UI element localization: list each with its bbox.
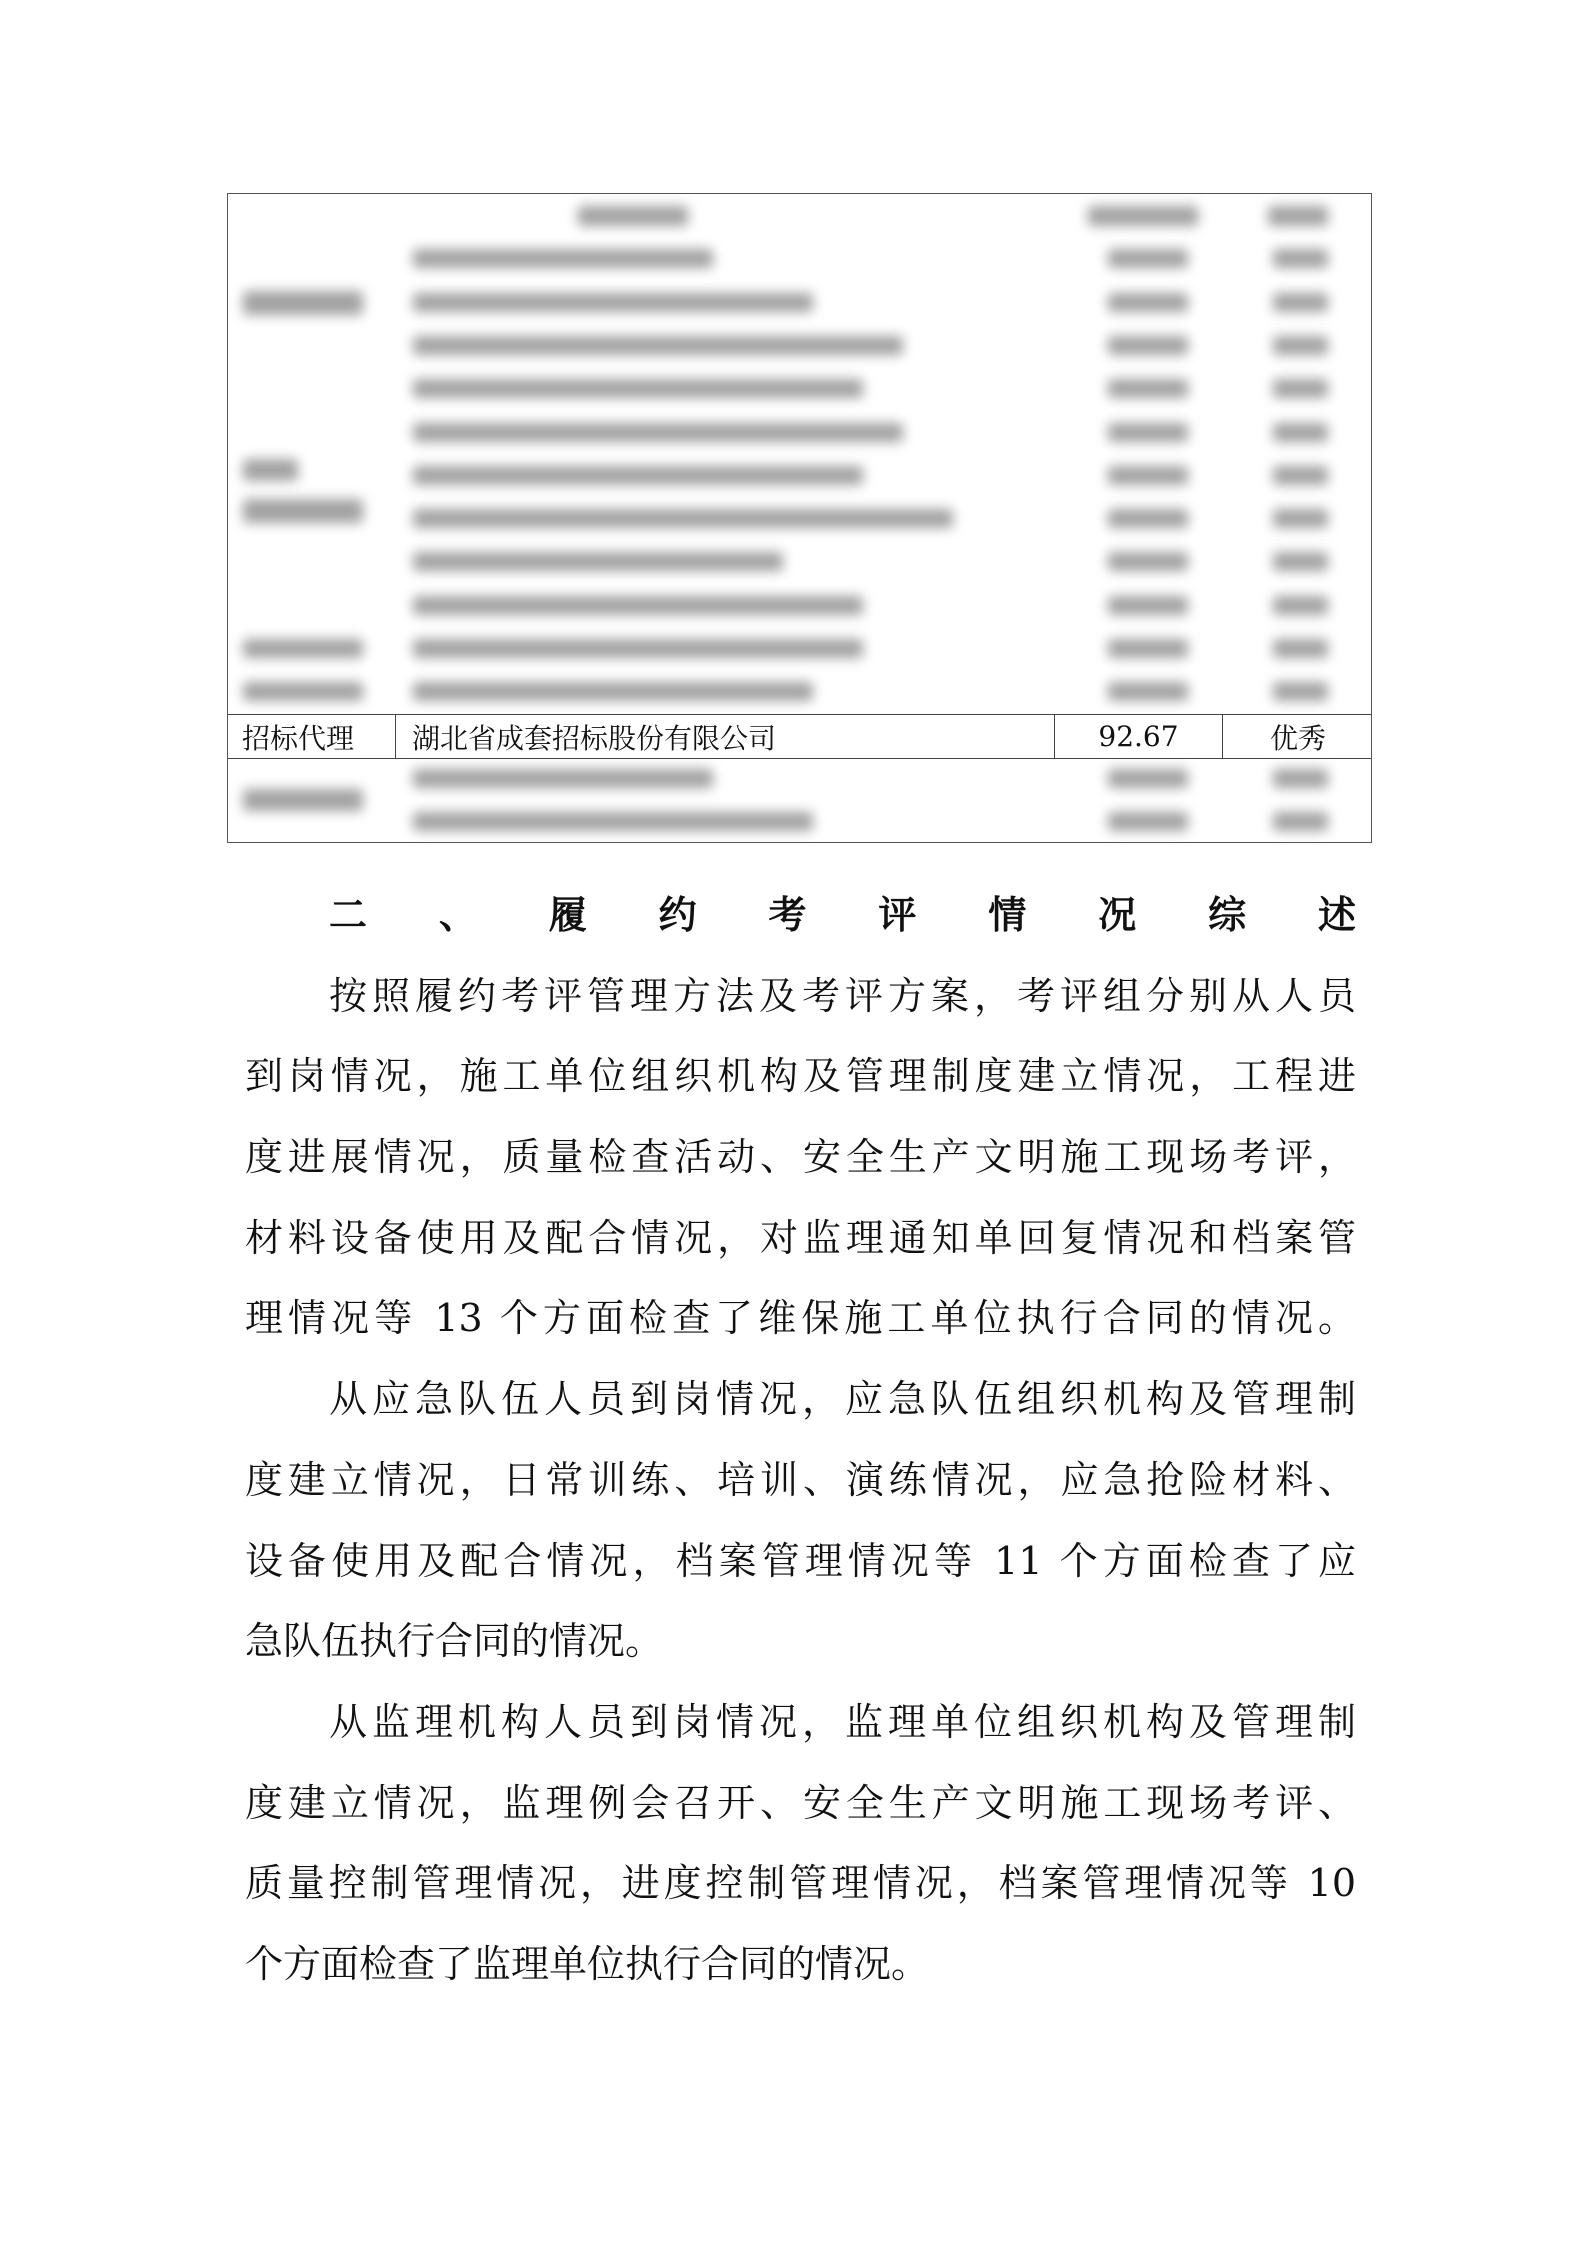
redacted-score <box>1108 596 1188 615</box>
redacted-grade <box>1273 336 1328 355</box>
redacted-company <box>413 423 903 442</box>
text-line: 质量控制管理情况，进度控制管理情况，档案管理情况等 10 <box>245 1861 1356 1906</box>
redacted-grade <box>1273 769 1328 788</box>
redacted-grade <box>1273 552 1328 571</box>
redacted-grade <box>1273 293 1328 312</box>
text-line: 从监理机构人员到岗情况，监理单位组织机构及管理制 <box>329 1699 1356 1744</box>
redacted-score <box>1108 509 1188 528</box>
text-line: 到岗情况，施工单位组织机构及管理制度建立情况，工程进 <box>245 1054 1356 1099</box>
redacted-grade <box>1273 639 1328 658</box>
redacted-grade <box>1273 509 1328 528</box>
redacted-category <box>243 291 363 315</box>
redacted-category <box>243 789 363 811</box>
redacted-company <box>413 682 813 701</box>
redacted-score <box>1108 682 1188 701</box>
text-line: 急队伍执行合同的情况。 <box>245 1619 664 1664</box>
grade-cell: 优秀 <box>1222 715 1373 758</box>
text-line: 从应急队伍人员到岗情况，应急队伍组织机构及管理制 <box>329 1377 1356 1422</box>
redacted-company <box>413 769 713 788</box>
redacted-company <box>413 379 863 398</box>
redacted-company <box>413 336 903 355</box>
redacted-grade <box>1273 466 1328 485</box>
redacted-company <box>413 509 953 528</box>
redacted-grade <box>1273 596 1328 615</box>
section-body <box>245 875 1356 2005</box>
redacted-header <box>1088 206 1198 226</box>
text-line: 度建立情况，监理例会召开、安全生产文明施工现场考评、 <box>245 1780 1356 1825</box>
redacted-score <box>1108 249 1188 268</box>
redacted-score <box>1108 293 1188 312</box>
paragraph <box>245 1682 1356 2005</box>
paragraph <box>245 1359 1356 1682</box>
redacted-category <box>243 682 363 701</box>
redacted-company <box>413 552 783 571</box>
redacted-score <box>1108 552 1188 571</box>
redacted-score <box>1108 639 1188 658</box>
text-line: 材料设备使用及配合情况，对监理通知单回复情况和档案管 <box>245 1215 1356 1260</box>
table-row-bidding-agent <box>228 714 1371 759</box>
redacted-company <box>413 639 863 658</box>
redacted-grade <box>1273 812 1328 831</box>
redacted-score <box>1108 769 1188 788</box>
redacted-company <box>413 466 863 485</box>
company-cell: 湖北省成套招标股份有限公司 <box>395 715 1054 758</box>
redacted-category <box>243 499 363 523</box>
redacted-grade <box>1273 249 1328 268</box>
redacted-company <box>413 249 713 268</box>
redacted-score <box>1108 336 1188 355</box>
text-line: 理情况等 13 个方面检查了维保施工单位执行合同的情况。 <box>245 1296 1356 1341</box>
text-line: 个方面检查了监理单位执行合同的情况。 <box>245 1941 930 1986</box>
paragraph <box>245 956 1356 1359</box>
redacted-category <box>243 639 363 658</box>
redacted-score <box>1108 466 1188 485</box>
redacted-score <box>1108 379 1188 398</box>
redacted-score <box>1108 812 1188 831</box>
redacted-company <box>413 293 813 312</box>
text-line: 设备使用及配合情况，档案管理情况等 11 个方面检查了应 <box>245 1538 1356 1583</box>
text-line: 度进展情况，质量检查活动、安全生产文明施工现场考评， <box>245 1135 1356 1180</box>
redacted-company <box>413 812 813 831</box>
text-line: 度建立情况，日常训练、培训、演练情况，应急抢险材料、 <box>245 1457 1356 1502</box>
redacted-header <box>1268 206 1328 226</box>
redacted-grade <box>1273 423 1328 442</box>
redacted-company <box>413 596 863 615</box>
category-cell: 招标代理 <box>242 721 355 755</box>
redacted-header <box>578 206 688 226</box>
redacted-grade <box>1273 682 1328 701</box>
redacted-score <box>1108 423 1188 442</box>
section-heading: 二、履约考评情况综述 <box>329 893 1356 937</box>
score-cell: 92.67 <box>1054 715 1222 758</box>
evaluation-results-table <box>227 193 1372 843</box>
redacted-category <box>243 459 298 481</box>
text-line: 按照履约考评管理方法及考评方案，考评组分别从人员 <box>329 973 1356 1018</box>
redacted-grade <box>1273 379 1328 398</box>
